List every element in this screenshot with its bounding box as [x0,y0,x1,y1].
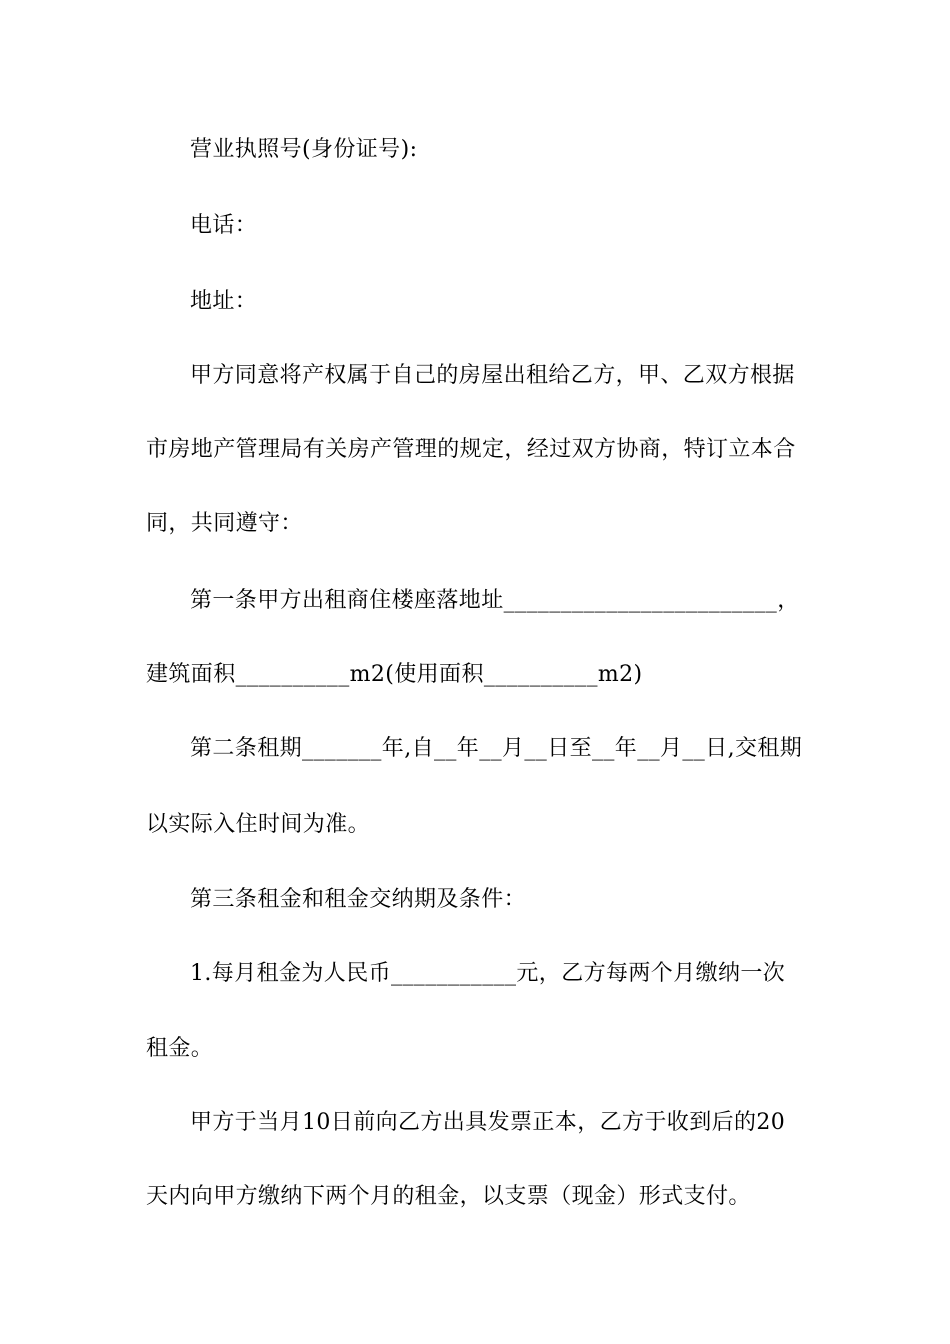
article-3-item-1-line-2: 租金。 [146,1036,214,1061]
address-label: 地址： [190,289,258,314]
phone-label: 电话： [190,213,258,238]
article-2-line-1: 第二条租期_______年,自__年__月__日至__年__月__日,交租期 [190,736,803,761]
invoice-clause-line-2: 天内向甲方缴纳下两个月的租金，以支票（现金）形式支付。 [146,1184,751,1209]
license-number-label: 营业执照号(身份证号): [190,137,418,162]
agreement-intro-line-3: 同，共同遵守： [146,511,303,536]
invoice-clause-line-1: 甲方于当月10日前向乙方出具发票正本，乙方于收到后的20 [190,1110,786,1135]
article-3-heading: 第三条租金和租金交纳期及条件： [190,887,527,912]
article-1-line-1: 第一条甲方出租商住楼座落地址________________________， [190,588,800,613]
agreement-intro-line-1: 甲方同意将产权属于自己的房屋出租给乙方，甲、乙双方根据 [190,363,795,388]
article-3-item-1-line-1: 1.每月租金为人民币___________元，乙方每两个月缴纳一次 [190,961,786,986]
agreement-intro-line-2: 市房地产管理局有关房产管理的规定，经过双方协商，特订立本合 [146,437,796,462]
article-1-line-2: 建筑面积__________m2(使用面积__________m2) [146,662,643,687]
article-2-line-2: 以实际入住时间为准。 [146,812,371,837]
